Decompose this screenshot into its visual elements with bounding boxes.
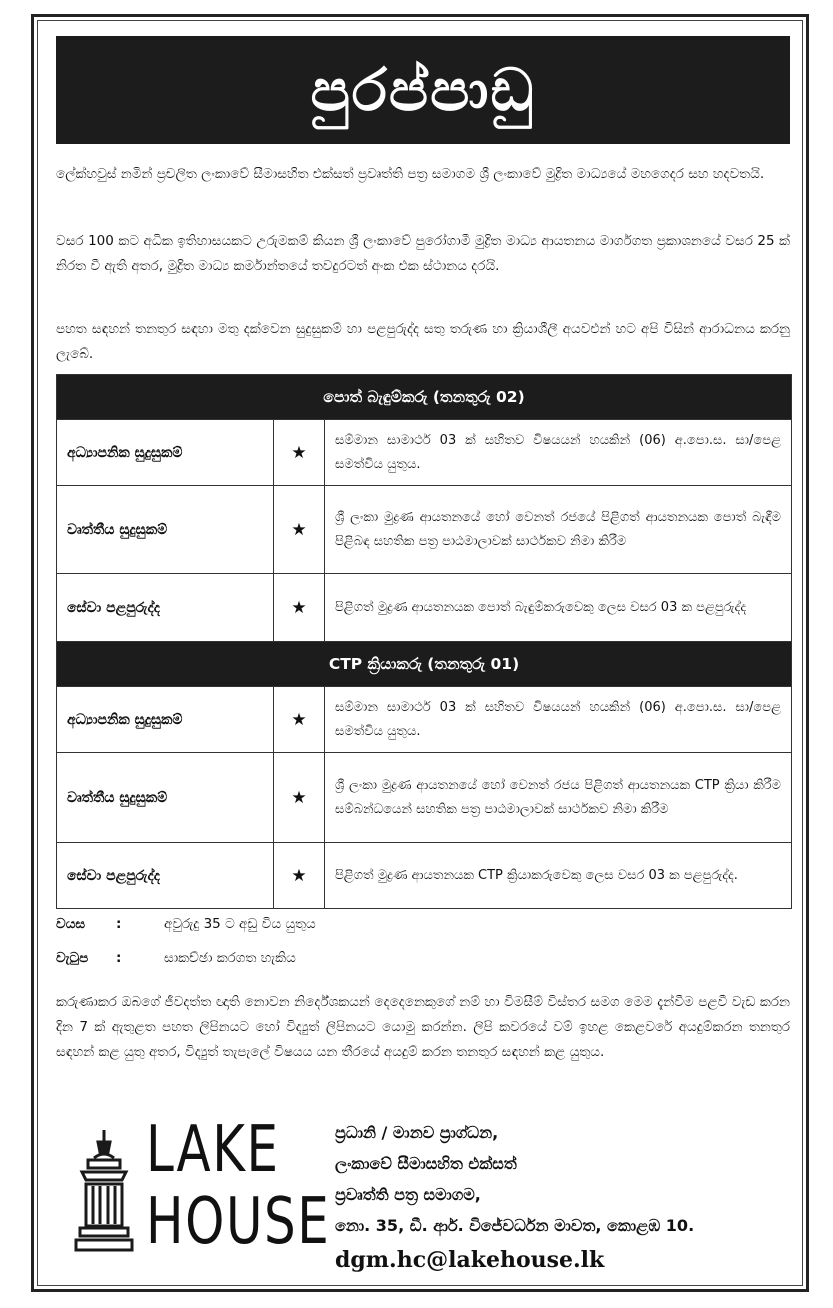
row-label: සේවා පළපුරුද්ද	[57, 574, 274, 642]
row-text: ශ්‍රී ලංකා මුද්‍රණ ආයතනයේ හෝ වෙනත් රජයේ පිළිගත් ආයතනයක පොත් බැඳීම පිළිබඳ සහතික පත්‍ර පාඨමාලාවක් සාර්ථකව නිමා කිරීම	[325, 486, 792, 574]
table-row	[57, 843, 792, 909]
star-icon: ★	[274, 420, 325, 486]
position-table-bookbinder	[56, 374, 792, 642]
application-instructions: කරුණාකර ඔබගේ ජීවදත්ත ඥාති නොවන නිර්දේශකයන් දෙදෙනෙකුගේ නම් හා විමසීම් විස්තර සමග මෙම දැන්වීම පළවී වැඩ කරන දින 7 ක් ඇතුළත පහත ලිපිනයට හෝ විද්‍යුත් ලිපිනයට යොමු කරන්න. ලිපි කවරයේ වම් ඉහළ කෙළවරේ අයදුම්කරන තනතුර සඳහන් කළ යුතු අතර, විද්‍යුත් තැපැලේ විෂයය යන තීරයේ අයදුම් කරන තනතුර සඳහන් කළ යුතුය.	[56, 994, 790, 1060]
separator: :	[116, 950, 122, 966]
row-text: පිළිගත් මුද්‍රණ ආයතනයක CTP ක්‍රියාකරුවෙකු ලෙස වසර 03 ක පළපුරුද්ද.	[325, 843, 792, 909]
position-heading: පොත් බැඳුම්කරු (තනතුරු 02)	[57, 375, 792, 420]
history-paragraph: වසර 100 කට අධික ඉතිහාසයකට උරුමකම් කියන ශ්‍රී ලංකාවේ පුරෝගාමී මුද්‍රිත මාධ්‍ය ආයතනය මාර්ගගත ප්‍රකාශනයේ වසර 25 ක් නිරත වී ඇති අතර, මුද්‍රිත මාධ්‍ය කර්මාන්තයේ තවදුරටත් අංක එක ස්ථානය දරයි.	[56, 233, 790, 274]
age-value: අවුරුදු 35 ට අඩු විය යුතුය	[164, 916, 316, 932]
page-title: පුරප්පාඩු	[56, 36, 790, 144]
row-label: වෘත්තීය සුදුසුකම්	[57, 486, 274, 574]
salary-label: වැටුප	[56, 950, 89, 966]
star-icon: ★	[274, 574, 325, 642]
row-text: සම්මාන සාමාර්ථ 03 ක් සහිතව විෂයයන් හයකින් (06) අ.පො.ස. සා/පෙළ සමත්විය යුතුය.	[325, 420, 792, 486]
address-line: නො. 35, ඩී. ආර්. විජේවර්ධන මාවත, කොළඹ 10.	[335, 1216, 695, 1235]
address-line: ප්‍රවෘත්ති පත්‍ර සමාගම,	[335, 1185, 481, 1204]
position-table-ctp-operator	[56, 641, 792, 909]
table-row	[57, 420, 792, 486]
address-line: ලංකාවේ සීමාසහිත එක්සත්	[335, 1154, 517, 1173]
intro-paragraph: ලේක්හවුස් නමින් ප්‍රචලිත ලංකාවේ සීමාසහිත එක්සත් ප්‍රවෘත්ති පත්‍ර සමාගම ශ්‍රී ලංකාවේ මුද්‍රිත මාධ්‍යයේ මහගෙදර සහ හදවතයි.	[56, 166, 765, 182]
star-icon: ★	[274, 486, 325, 574]
separator: :	[116, 916, 122, 932]
logo-line-house: HOUSE	[146, 1185, 331, 1259]
table-row	[57, 574, 792, 642]
row-label: අධ්‍යාපනික සුදුසුකම්	[57, 420, 274, 486]
row-text: පිළිගත් මුද්‍රණ ආයතනයක පොත් බැඳුම්කරුවෙකු ලෙස වසර 03 ක පළපුරුද්ද	[325, 574, 792, 642]
row-text: සම්මාන සාමාර්ථ 03 ක් සහිතව විෂයයන් හයකින් (06) අ.පො.ස. සා/පෙළ සමත්විය යුතුය.	[325, 687, 792, 753]
age-label: වයස	[56, 916, 86, 932]
table-row	[57, 753, 792, 843]
logo-line-lake: LAKE	[146, 1113, 280, 1187]
postal-address	[335, 1117, 694, 1241]
row-label: වෘත්තීය සුදුසුකම්	[57, 753, 274, 843]
address-line: ප්‍රධානි / මානව ප්‍රාග්ධන,	[335, 1123, 499, 1142]
invitation-paragraph: පහත සඳහන් තනතුර සඳහා මතු දක්වෙන සුදුසුකම් හා පළපුරුද්ද සතු තරුණ හා ක්‍රියාශීලී අයවළුන් හට අපි විසින් ආරාධනය කරනු ලැබේ.	[56, 321, 790, 362]
row-label: අධ්‍යාපනික සුදුසුකම්	[57, 687, 274, 753]
email-address[interactable]: dgm.hc@lakehouse.lk	[335, 1247, 605, 1273]
table-row	[57, 687, 792, 753]
position-heading: CTP ක්‍රියාකරු (තනතුරු 01)	[57, 642, 792, 687]
row-label: සේවා පළපුරුද්ද	[57, 843, 274, 909]
row-text: ශ්‍රී ලංකා මුද්‍රණ ආයතනයේ හෝ වෙනත් රජය පිළිගත් ආයතනයක CTP ක්‍රියා කිරීම සම්බන්ධයෙන් සහතික පත්‍ර පාඨමාලාවක් සාර්ථකව නිමා කිරීම	[325, 753, 792, 843]
lake-house-tower-icon	[74, 1128, 134, 1254]
age-requirement	[56, 916, 316, 932]
table-row	[57, 486, 792, 574]
star-icon: ★	[274, 843, 325, 909]
salary-info	[56, 950, 296, 966]
salary-value: සාකච්ඡා කරගත හැකිය	[164, 950, 296, 966]
star-icon: ★	[274, 753, 325, 843]
lake-house-logo	[146, 1114, 330, 1258]
star-icon: ★	[274, 687, 325, 753]
